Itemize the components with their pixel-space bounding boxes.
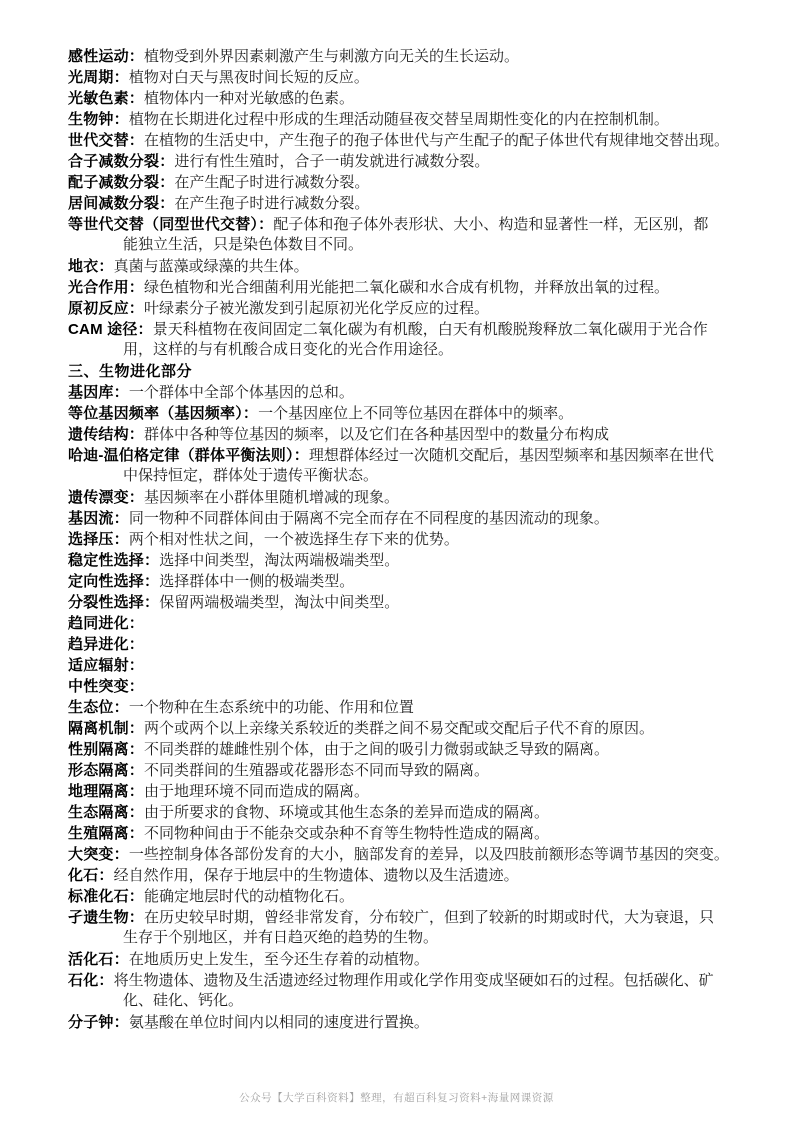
definition-line xyxy=(68,634,740,655)
definition-line xyxy=(68,613,740,634)
definition-line xyxy=(68,550,740,571)
definition-text: 真菌与蓝藻或绿藻的共生体。 xyxy=(113,259,309,275)
term-label: 配子减数分裂： xyxy=(68,174,175,191)
definition-text: 群体中各种等位基因的频率，以及它们在各种基因型中的数量分布构成 xyxy=(144,427,610,443)
term-label: 标准化石： xyxy=(68,888,145,905)
definition-text: 中保持恒定，群体处于遗传平衡状态。 xyxy=(123,468,379,484)
term-label: 光合作用： xyxy=(68,279,145,296)
definition-line xyxy=(68,277,740,298)
term-label: 遗传漂变： xyxy=(68,489,145,506)
definition-text: 在产生配子时进行减数分裂。 xyxy=(174,175,370,191)
definition-text: 在地质历史上发生，至今还生存着的动植物。 xyxy=(128,952,429,968)
definition-text: 两个或两个以上亲缘关系较近的类群之间不易交配或交配后子代不育的原因。 xyxy=(144,721,655,737)
definition-line xyxy=(68,865,740,886)
definition-text: 不同物种间由于不能杂交或杂种不育等生物特性造成的隔离。 xyxy=(144,826,550,842)
term-label: 定向性选择： xyxy=(68,573,160,590)
definition-text: 选择中间类型，淘汰两端极端类型。 xyxy=(159,553,400,569)
term-label: 生态位： xyxy=(68,699,129,716)
definition-line xyxy=(68,445,740,466)
definition-text: 经自然作用，保存于地层中的生物遗体、遗物以及生活遗迹。 xyxy=(113,868,519,884)
definition-line xyxy=(68,907,740,928)
term-label: 合子减数分裂： xyxy=(68,153,175,170)
definition-text: 化、硅化、钙化。 xyxy=(123,993,244,1009)
definition-text: 一些控制身体各部份发育的大小，脑部发育的差异，以及四肢前额形态等调节基因的突变。 xyxy=(128,847,729,863)
definition-line xyxy=(68,571,740,592)
term-label: 选择压： xyxy=(68,531,129,548)
definition-line xyxy=(68,676,740,697)
definition-text: 一个群体中全部个体基因的总和。 xyxy=(128,385,354,401)
definition-line xyxy=(68,67,740,88)
term-label: 分子钟： xyxy=(68,1014,129,1031)
definition-line xyxy=(68,403,740,424)
definition-text: 植物受到外界因素刺激产生与刺激方向无关的生长运动。 xyxy=(144,49,520,65)
definition-line xyxy=(68,298,740,319)
definition-line xyxy=(68,592,740,613)
definition-text: 一个基因座位上不同等位基因在群体中的频率。 xyxy=(258,406,574,422)
definition-line xyxy=(68,256,740,277)
definition-text: 不同类群间的生殖器或花器形态不同而导致的隔离。 xyxy=(144,763,490,779)
term-label: 生殖隔离： xyxy=(68,825,145,842)
term-label: 遗传结构： xyxy=(68,426,145,443)
term-label: 中性突变： xyxy=(68,678,145,695)
definition-text: 能确定地层时代的动植物化石。 xyxy=(144,889,355,905)
term-label: 基因流： xyxy=(68,510,129,527)
term-label: 地理隔离： xyxy=(68,783,145,800)
continuation-line xyxy=(68,340,740,361)
definition-line xyxy=(68,781,740,802)
term-label: 居间减数分裂： xyxy=(68,195,175,212)
definition-line xyxy=(68,739,740,760)
term-label: 稳定性选择： xyxy=(68,552,160,569)
definition-line xyxy=(68,508,740,529)
definition-line xyxy=(68,970,740,991)
document-content xyxy=(68,46,740,1033)
definition-line xyxy=(68,382,740,403)
definition-line xyxy=(68,949,740,970)
term-label: 光敏色素： xyxy=(68,90,145,107)
continuation-line xyxy=(68,235,740,256)
definition-text: 植物体内一种对光敏感的色素。 xyxy=(144,91,355,107)
definition-line xyxy=(68,760,740,781)
definition-line xyxy=(68,109,740,130)
definition-text: 进行有性生殖时，合子一萌发就进行减数分裂。 xyxy=(174,154,490,170)
definition-text: 景天科植物在夜间固定二氧化碳为有机酸，白天有机酸脱羧释放二氧化碳用于光合作 xyxy=(152,322,708,338)
definition-text: 生存于个别地区，并有日趋灭绝的趋势的生物。 xyxy=(123,930,439,946)
definition-line xyxy=(68,487,740,508)
definition-text: 将生物遗体、遗物及生活遗迹经过物理作用或化学作用变成坚硬如石的过程。包括碳化、矿 xyxy=(113,973,714,989)
definition-text: 氨基酸在单位时间内以相同的速度进行置换。 xyxy=(128,1015,429,1031)
definition-line xyxy=(68,802,740,823)
term-label: 石化： xyxy=(68,972,114,989)
term-label: 适应辐射： xyxy=(68,657,145,674)
definition-text: 植物在长期进化过程中形成的生理活动随昼夜交替呈周期性变化的内在控制机制。 xyxy=(128,112,669,128)
definition-text: 一个物种在生态系统中的功能、作用和位置 xyxy=(128,700,414,716)
definition-line xyxy=(68,886,740,907)
definition-text: 配子体和孢子体外表形状、大小、构造和显著性一样，无区别，都 xyxy=(273,217,709,233)
term-label: 等世代交替（同型世代交替）： xyxy=(68,216,274,233)
definition-text: 保留两端极端类型，淘汰中间类型。 xyxy=(159,595,400,611)
term-label: 生物钟： xyxy=(68,111,129,128)
definition-line xyxy=(68,130,740,151)
definition-text: 绿色植物和光合细菌利用光能把二氧化碳和水合成有机物，并释放出氧的过程。 xyxy=(144,280,670,296)
term-label: 大突变： xyxy=(68,846,129,863)
definition-text: 由于所要求的食物、环境或其他生态条的差异而造成的隔离。 xyxy=(144,805,550,821)
term-label: 形态隔离： xyxy=(68,762,145,779)
definition-line xyxy=(68,718,740,739)
definition-line xyxy=(68,529,740,550)
page-footer: 公众号【大学百科资料】整理，有超百科复习资料+海量网课资源 xyxy=(239,1092,554,1104)
term-label: 活化石： xyxy=(68,951,129,968)
term-label: 等位基因频率（基因频率）： xyxy=(68,405,259,422)
definition-text: 两个相对性状之间，一个被选择生存下来的优势。 xyxy=(128,532,459,548)
definition-line xyxy=(68,88,740,109)
definition-line xyxy=(68,844,740,865)
term-label: 感性运动： xyxy=(68,48,145,65)
term-label: 化石： xyxy=(68,867,114,884)
term-label: 趋同进化： xyxy=(68,615,145,632)
definition-line xyxy=(68,1012,740,1033)
definition-line xyxy=(68,214,740,235)
definition-line xyxy=(68,151,740,172)
definition-text: 不同类群的雄雌性别个体，由于之间的吸引力微弱或缺乏导致的隔离。 xyxy=(144,742,610,758)
definition-text: 能独立生活，只是染色体数目不同。 xyxy=(123,237,364,253)
definition-line xyxy=(68,319,740,340)
definition-line xyxy=(68,823,740,844)
definition-text: 基因频率在小群体里随机增减的现象。 xyxy=(144,490,400,506)
definition-text: 在产生孢子时进行减数分裂。 xyxy=(174,196,370,212)
term-label: 哈迪-温伯格定律（群体平衡法则）： xyxy=(68,447,309,464)
definition-line xyxy=(68,193,740,214)
term-label: 分裂性选择： xyxy=(68,594,160,611)
continuation-line xyxy=(68,991,740,1012)
term-label: CAM 途径： xyxy=(68,321,153,338)
term-label: 地衣： xyxy=(68,258,114,275)
term-label: 原初反应： xyxy=(68,300,145,317)
term-label: 生态隔离： xyxy=(68,804,145,821)
section-heading: 三、生物进化部分 xyxy=(68,363,193,380)
definition-text: 理想群体经过一次随机交配后，基因型频率和基因频率在世代 xyxy=(308,448,714,464)
term-label: 性别隔离： xyxy=(68,741,145,758)
definition-text: 用，这样的与有机酸合成日变化的光合作用途径。 xyxy=(123,342,454,358)
definition-text: 植物对白天与黑夜时间长短的反应。 xyxy=(128,70,369,86)
term-label: 世代交替： xyxy=(68,132,145,149)
definition-line xyxy=(68,697,740,718)
definition-text: 在植物的生活史中，产生孢子的孢子体世代与产生配子的配子体世代有规律地交替出现。 xyxy=(144,133,730,149)
definition-line xyxy=(68,46,740,67)
definition-text: 选择群体中一侧的极端类型。 xyxy=(159,574,355,590)
term-label: 孑遗生物： xyxy=(68,909,145,926)
definition-text: 叶绿素分子被光激发到引起原初光化学反应的过程。 xyxy=(144,301,490,317)
definition-text: 在历史较早时期，曾经非常发育，分布较广，但到了较新的时期或时代，大为衰退，只 xyxy=(144,910,715,926)
definition-line xyxy=(68,424,740,445)
continuation-line xyxy=(68,928,740,949)
definition-line xyxy=(68,655,740,676)
term-label: 趋异进化： xyxy=(68,636,145,653)
definition-line xyxy=(68,172,740,193)
definition-text: 由于地理环境不同而造成的隔离。 xyxy=(144,784,370,800)
term-label: 隔离机制： xyxy=(68,720,145,737)
term-label: 基因库： xyxy=(68,384,129,401)
continuation-line xyxy=(68,466,740,487)
definition-text: 同一物种不同群体间由于隔离不完全而存在不同程度的基因流动的现象。 xyxy=(128,511,609,527)
term-label: 光周期： xyxy=(68,69,129,86)
